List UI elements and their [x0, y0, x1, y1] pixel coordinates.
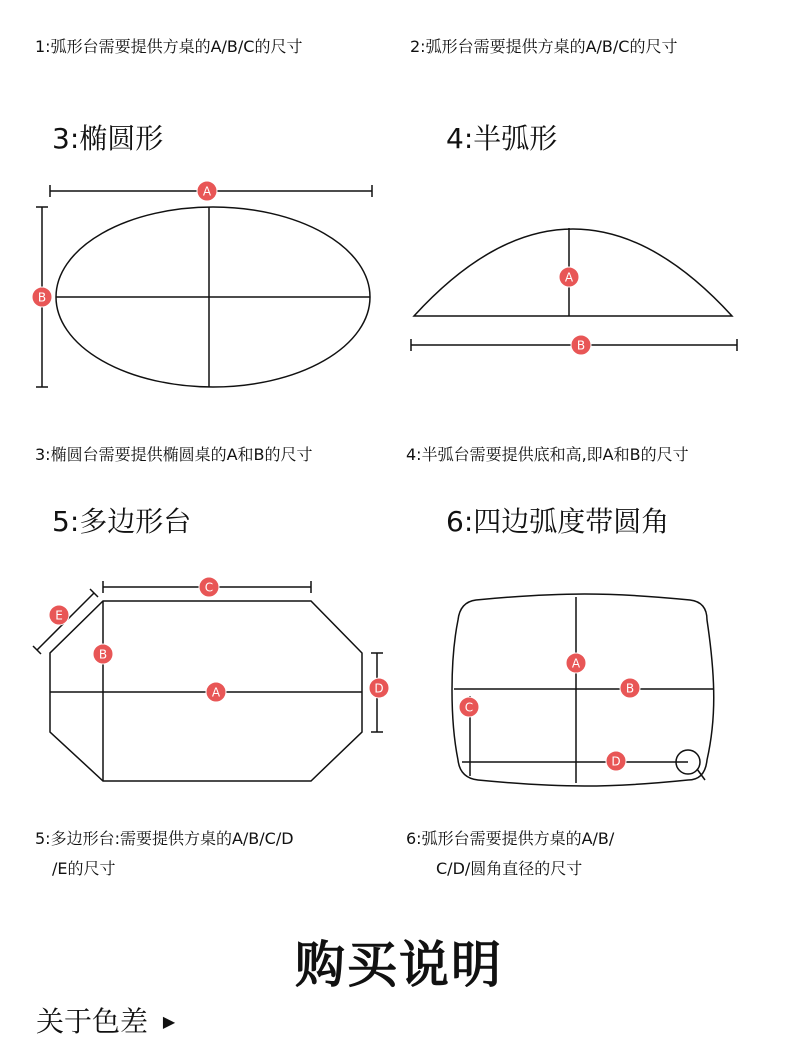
svg-text:A: A: [564, 270, 574, 285]
color-difference-label: 关于色差: [36, 1005, 149, 1038]
caption-2: 2:弧形台需要提供方桌的A/B/C的尺寸: [410, 37, 678, 56]
marker-rect-c: [459, 697, 479, 717]
marker-rect-d: [606, 751, 626, 771]
svg-text:B: B: [576, 338, 586, 353]
svg-text:A: A: [202, 184, 212, 199]
marker-poly-a: [206, 682, 226, 702]
marker-poly-e: [49, 605, 69, 625]
svg-text:B: B: [37, 290, 47, 305]
caption-4: 4:半弧台需要提供底和高,即A和B的尺寸: [406, 445, 689, 464]
purchase-instructions-title: 购买说明: [295, 936, 503, 994]
svg-text:C: C: [464, 700, 474, 715]
svg-text:B: B: [625, 681, 635, 696]
marker-ellipse-a: [197, 181, 217, 201]
rounded-rect-diagram: [452, 594, 714, 786]
markers: [32, 181, 640, 771]
svg-text:C: C: [204, 580, 214, 595]
caption-6-line1: 6:弧形台需要提供方桌的A/B/: [406, 829, 615, 848]
triangle-right-icon: ▶: [162, 1012, 176, 1031]
heading-half-arc: 4:半弧形: [446, 122, 558, 155]
half-arc-diagram: [411, 228, 737, 351]
svg-text:A: A: [571, 656, 581, 671]
marker-arc-b: [571, 335, 591, 355]
svg-text:D: D: [611, 754, 621, 769]
marker-poly-d: [369, 678, 389, 698]
svg-text:A: A: [211, 685, 221, 700]
svg-text:D: D: [374, 681, 384, 696]
marker-poly-c: [199, 577, 219, 597]
marker-arc-a: [559, 267, 579, 287]
marker-poly-b: [93, 644, 113, 664]
marker-rect-b: [620, 678, 640, 698]
caption-5-line2: /E的尺寸: [52, 859, 116, 878]
rounded-rect-shape: [452, 594, 714, 786]
caption-1: 1:弧形台需要提供方桌的A/B/C的尺寸: [35, 37, 303, 56]
marker-rect-a: [566, 653, 586, 673]
heading-ellipse: 3:椭圆形: [52, 122, 164, 155]
ellipse-diagram: [36, 185, 372, 387]
heading-rounded-rect: 6:四边弧度带圆角: [446, 505, 670, 538]
caption-3: 3:椭圆台需要提供椭圆桌的A和B的尺寸: [35, 445, 313, 464]
marker-ellipse-b: [32, 287, 52, 307]
caption-5-line1: 5:多边形台:需要提供方桌的A/B/C/D: [35, 829, 294, 848]
caption-6-line2: C/D/圆角直径的尺寸: [436, 859, 583, 878]
svg-text:B: B: [98, 647, 108, 662]
polygon-diagram: [33, 581, 383, 781]
svg-text:E: E: [55, 608, 63, 623]
heading-polygon: 5:多边形台: [52, 505, 192, 538]
